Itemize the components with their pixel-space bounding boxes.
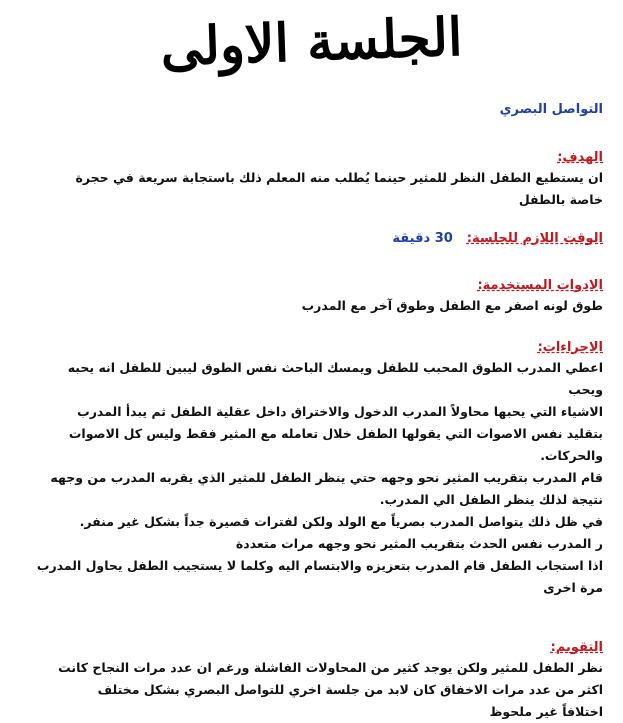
procedure-line: ر المدرب نفس الحدث بتقريب المثير نحو وجهه مرات متعددة xyxy=(235,536,603,551)
goal-heading: الهدف: xyxy=(557,150,603,165)
session-subtitle-block xyxy=(14,98,603,119)
evaluation-line: نظر الطفل للمثير ولكن يوجد كثير من المحاولات الفاشلة ورغم ان عدد مرات النجاح كانت xyxy=(58,660,603,675)
procedure-line: الاشياء التي يحبها محاولاً المدرب الدخول والاختراق داخل عقلية الطفل ثم يبدأ المدرب xyxy=(77,404,603,419)
tools-section xyxy=(14,274,603,317)
evaluation-section xyxy=(14,636,603,723)
procedure-line: بتقليد نفس الاصوات التي يقولها الطفل خلال تعامله مع المثير فقط وليس كل الاصوات xyxy=(68,426,603,441)
page-title: الجلسة الاولى xyxy=(159,6,464,79)
procedure-line: قام المدرب بتقريب المثير نحو وجهه حتي ينظر الطفل للمثير الذي يقربه المدرب من وجهه xyxy=(50,470,603,485)
time-value: 30 دقيقة xyxy=(392,231,453,246)
evaluation-line: اختلافاً غير ملحوظ xyxy=(489,704,603,719)
procedure-line: والحركات. xyxy=(540,448,603,463)
procedure-line: نتيجة لذلك ينظر الطفل الي المدرب. xyxy=(379,492,603,507)
procedure-line: في ظل ذلك يتواصل المدرب بصرياً مع الولد ولكن لفترات قصيرة جداً بشكل غير منفر. xyxy=(79,514,603,529)
procedures-section xyxy=(14,336,603,599)
goal-section xyxy=(14,146,603,211)
tools-heading: الادوات المستخدمة: xyxy=(477,278,603,293)
evaluation-heading: التقويم: xyxy=(550,640,603,655)
procedure-line: اعطي المدرب الطوق المحبب للطفل ويمسك الباحث نفس الطوق ليبين للطفل انه يحبه xyxy=(67,360,603,375)
procedures-heading: الاجراءات: xyxy=(537,340,603,355)
time-section xyxy=(14,230,603,248)
goal-line: ان يستطيع الطفل النظر للمثير حينما يُطلب منه المعلم ذلك باستجابة سريعة في حجرة xyxy=(75,170,603,185)
procedure-line: ويحب xyxy=(568,382,603,397)
tools-line: طوق لونه اصفر مع الطفل وطوق آخر مع المدرب xyxy=(301,298,603,313)
procedure-line: مرة اخرى xyxy=(543,580,603,595)
goal-line: خاصة بالطفل xyxy=(518,192,603,207)
time-heading: الوقت اللازم للجلسة: xyxy=(466,231,603,246)
session-subtitle: التواصل البصري xyxy=(499,102,603,117)
procedure-line: اذا استجاب الطفل قام المدرب بتعزيزه والابتسام اليه وكلما لا يستجيب الطفل يحاول المدرب xyxy=(36,558,603,573)
evaluation-line: اكثر من عدد مرات الاخفاق كان لابد من جلسة اخري للتواصل البصري بشكل مختلف xyxy=(97,682,603,697)
